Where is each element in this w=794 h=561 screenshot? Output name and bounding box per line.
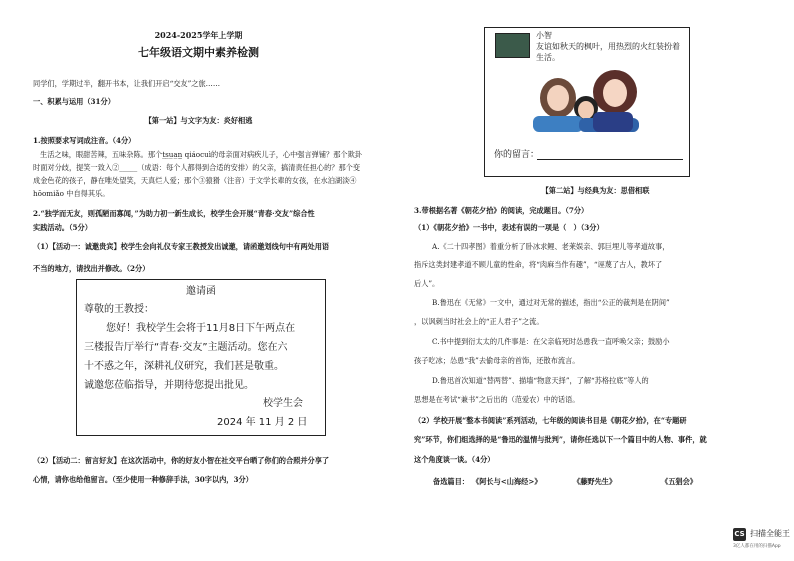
question-1-line: hōomiǎo 中自得其乐。 [33, 189, 110, 198]
post-text: 友谊如秋天的枫叶，用热烈的火红装扮着 [536, 42, 680, 51]
invitation-date: 2024 年 11 月 2 日 [217, 417, 308, 428]
invitation-salutation: 尊敬的王教授： [84, 304, 154, 315]
question-2-1: 不当的地方，请找出并修改。（2分） [33, 264, 150, 273]
question-3-1: （1）《朝花夕拾》一书中，表述有误的一项是（ ）（3分） [414, 223, 604, 232]
question-2-stem: 实践活动。（5分） [33, 223, 92, 232]
scanner-logo-icon: CS [733, 528, 746, 541]
question-2-2: 心情，请你也给他留言。（至少使用一种修辞手法，30字以内，3分） [33, 475, 253, 484]
question-3-2: （2）学校开展“整本书阅读”系列活动，七年级的阅读书目是《朝花夕拾》，在“专题研 [414, 416, 687, 425]
question-3-stem: 3.带根据名著《朝花夕拾》的阅读，完成题目。（7分） [414, 206, 589, 215]
question-1-line: 生活之味，眼甜苦辣，五味杂陈。那个t̲s̲u̲a̲n̲̲ qiáocuì的母亲面对病疾儿子，心中强言弹铺？那个欺卦 [40, 150, 362, 159]
choice-item: 《阿长与<山海经>》 [472, 477, 542, 486]
option-a: 后人”。 [414, 279, 440, 288]
choice-item: 《藤野先生》 [573, 477, 617, 486]
question-3-2: 究”环节，你们组选择的是“鲁迅的温情与批判”，请你任选以下一个篇目中的人物、事件，就 [414, 435, 707, 444]
question-3-2: 这个角度谈一谈。（4分） [414, 455, 495, 464]
invitation-line: 诚邀您莅临指导，并期待您提出批见。 [84, 380, 254, 391]
section-heading: 一、积累与运用（31分） [33, 97, 115, 106]
post-text: 生活。 [536, 53, 560, 62]
invitation-line: 您好！我校学生会将于11月8日下午两点在 [106, 323, 296, 334]
exam-header: 2024-2025学年上学期 [154, 30, 243, 40]
message-answer-line[interactable] [537, 159, 683, 160]
invitation-line: 三楼报告厅举行“青春·交友”主题活动。您在六 [84, 342, 288, 353]
invitation-line: 十不惑之年，深耕礼仪研究，我们甚是敬重。 [84, 361, 284, 372]
scanner-tagline: 3亿人都在用的扫描App [733, 544, 781, 549]
option-d: 思想是在考试“兼书”之后出的（范爱农）中的话语。 [414, 395, 580, 404]
intro-text: 同学们，学期过半，翻开书本，让我们开启“交友”之旅…… [33, 79, 221, 88]
station-heading: 【第一站】与文字为友：炎好相逃 [144, 116, 253, 125]
group-photo-illustration [523, 70, 649, 132]
choices-label: 备选篇目： [433, 477, 469, 486]
scanner-brand: 扫描全能王 [750, 529, 790, 538]
question-2-stem: 2.“独学而无友，则孤陋而寡闻，”为助力初一新生成长，校学生会开展“青春·交友”综合性 [33, 209, 315, 218]
invitation-signer: 校学生会 [263, 398, 303, 409]
option-d: D.鲁迅首次知道“替两替”、描墙“物意天择”，了解“苏格拉底”等人的 [432, 376, 649, 385]
station-heading: 【第二站】与经典为友：思借相联 [541, 186, 650, 195]
option-b: B.鲁迅在《无常》一文中，通过对无常的描述，指出“公正的裁判是在阴间” [432, 298, 670, 307]
option-a: A.《二十四孝图》着重分析了卧冰求鲤、老莱娱亲、郭巨埋儿等孝道故事， [432, 242, 670, 251]
option-c: 孩子吃冰；怂恿“我”去偷母亲的首饰，还散布流言。 [414, 356, 580, 365]
message-prompt: 你的留言： [494, 150, 540, 160]
question-2-1: （1）【活动一：诚邀贵宾】校学生会向礼仪专家王教授发出诚邀，请函邀划线句中有两处用语 [33, 242, 330, 251]
question-1-line: 成金色花的孩子，静在唯处望笑，天真烂人爱；那个③猿猾（注音）于文学长辈的女孩，在水泊湖淡④ [33, 176, 357, 185]
invitation-title: 邀请函 [186, 286, 216, 297]
exam-title: 七年级语文期中素养检测 [138, 46, 259, 59]
option-b: ，以讽刺当时社会上的“正人君子”之流。 [414, 317, 544, 326]
option-c: C.书中提到衍太太的几件事是：在父亲临死时怂恿我一直呼唤父亲；鼓励小 [432, 337, 670, 346]
avatar [495, 33, 530, 58]
post-author: 小智 [536, 31, 552, 40]
right-page [397, 0, 794, 561]
question-1-line: 时面对分歧，提笑一致入②_____（成语：每个人都得到合适的安排）的父亲，搞清责任担心的？那个变 [33, 163, 361, 172]
question-2-2: （2）【活动二：留言好友】在这次活动中，你的好友小智在社交平台晒了你们的合照并分享了 [33, 456, 330, 465]
choice-item: 《五猖会》 [661, 477, 697, 486]
option-a: 指斥这类封建孝道不顾儿童的性命，将“肉麻当作有趣”，“诬蔑了古人，教坏了 [414, 260, 663, 269]
question-1-stem: 1.按照要求写词成注音。（4分） [33, 136, 136, 145]
invitation-letter [76, 279, 326, 436]
